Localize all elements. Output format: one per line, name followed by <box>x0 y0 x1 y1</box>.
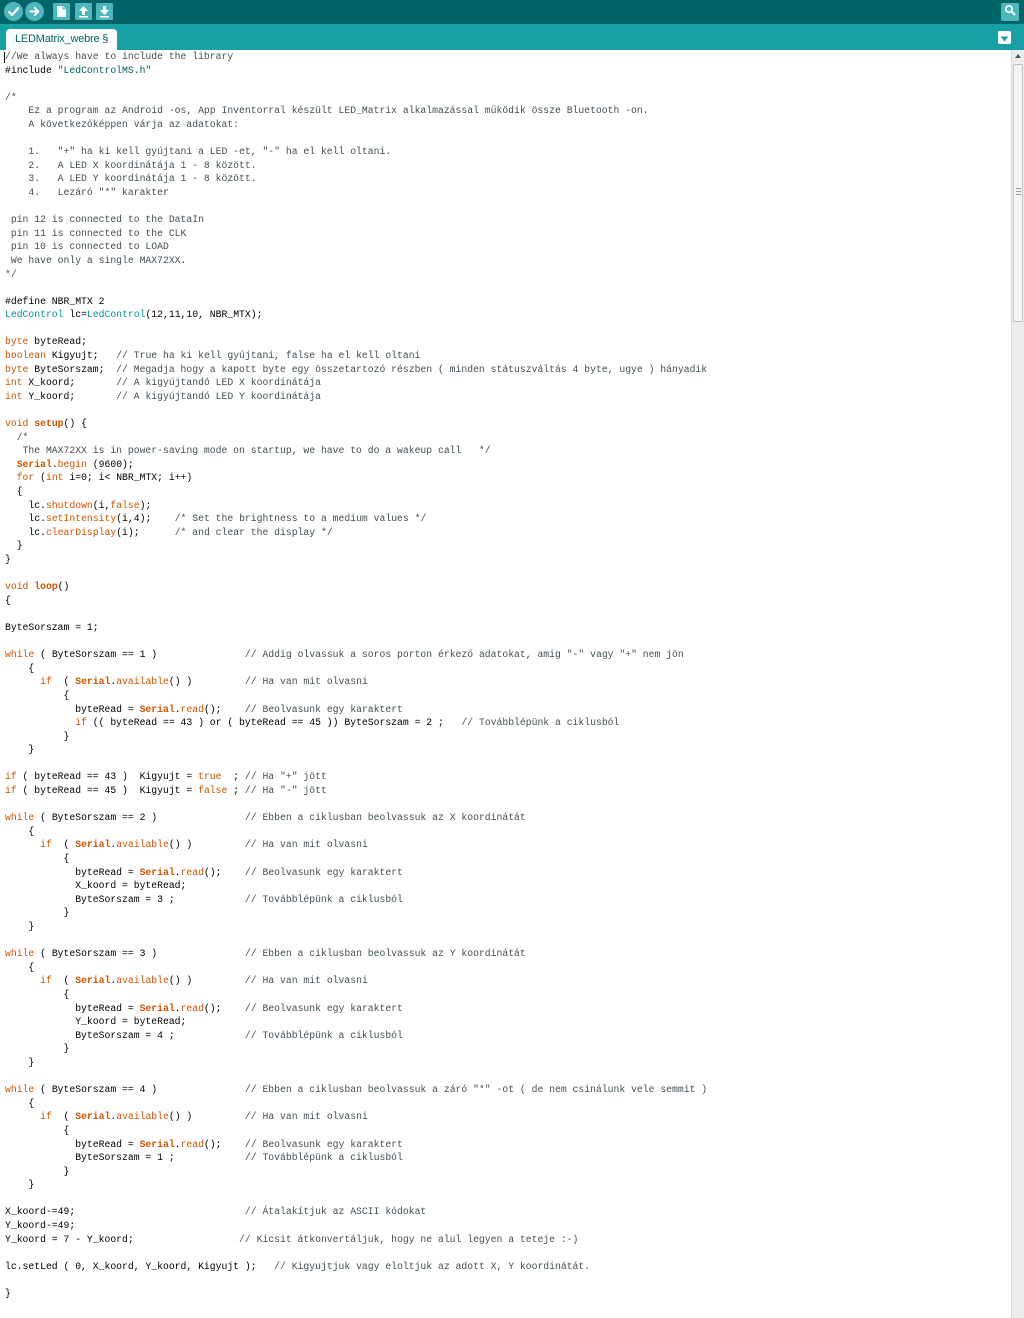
code-line: */ <box>5 268 17 280</box>
code-line: /* <box>16 431 29 443</box>
code-line: pin 11 is connected to the CLK <box>5 227 187 239</box>
code-line: Y_koord-=49; <box>5 1220 76 1232</box>
code-line: { <box>5 853 70 865</box>
code-line: void setup() { <box>5 418 87 430</box>
code-line: boolean Kigyujt; // True ha ki kell gyújtani, false ha el kell oltani <box>5 350 421 362</box>
code-line: while ( ByteSorszam == 2 ) // Ebben a ciklusban beolvassuk az X koordinátát <box>5 812 526 824</box>
code-line <box>5 322 707 336</box>
code-line: int X_koord; // A kigyújtandó LED X koordinátája <box>5 377 321 389</box>
code-line: lc.setLed ( 0, X_koord, Y_koord, Kigyujt ); // Kigyujtjuk vagy eloltjuk az adott X, Y koordinátát. <box>5 1260 591 1272</box>
code-line: } <box>5 730 70 742</box>
new-sketch-button[interactable] <box>53 3 70 20</box>
tab-menu-button[interactable] <box>998 31 1011 44</box>
code-line: //We always have to include the library <box>5 51 234 62</box>
triangle-down-icon <box>1000 29 1009 47</box>
code-line: 1. "+" ha ki kell gyújtani a LED -et, "-" ha el kell oltani. <box>5 146 392 158</box>
code-line: LedControl lc=LedControl(12,11,10, NBR_MTX); <box>5 309 263 321</box>
code-line: A következőképpen várja az adatokat: <box>5 118 240 130</box>
verify-button[interactable] <box>4 2 23 21</box>
code-line: The MAX72XX is in power-saving mode on startup, we have to do a wakeup call */ <box>5 445 491 457</box>
upload-button[interactable] <box>25 2 44 21</box>
code-text <box>5 50 707 1301</box>
grip-line <box>1016 188 1021 189</box>
code-line: Y_koord = 7 - Y_koord; // Kicsit átkonvertáljuk, hogy ne alul legyen a teteje :-) <box>5 1233 579 1245</box>
code-line: } <box>5 744 35 756</box>
code-line: lc.setIntensity(i,4); /* Set the brightness to a medium values */ <box>5 513 427 525</box>
code-line: Y_koord = byteRead; <box>5 1016 187 1028</box>
code-line: int Y_koord; // A kigyújtandó LED Y koordinátája <box>5 390 321 402</box>
code-line: } <box>5 1056 35 1068</box>
open-button[interactable] <box>75 3 92 20</box>
toolbar <box>0 0 1024 24</box>
code-line: { <box>5 662 35 674</box>
code-line <box>5 77 707 91</box>
code-line: { <box>5 689 70 701</box>
code-line: { <box>5 486 23 497</box>
save-button[interactable] <box>96 3 113 20</box>
code-line: { <box>5 594 11 606</box>
code-line <box>5 1273 707 1287</box>
code-line <box>5 607 707 621</box>
code-line: } <box>5 1288 11 1300</box>
code-line <box>5 403 707 417</box>
code-line: X_koord-=49; // Átalakítjuk az ASCII kódokat <box>5 1206 427 1218</box>
code-line <box>5 1192 707 1206</box>
code-line: Serial.begin (9600); <box>16 458 134 470</box>
code-line: byteRead = Serial.read(); // Beolvasunk egy karaktert <box>5 703 403 715</box>
code-line: #include "LedControlMS.h" <box>5 64 152 76</box>
code-line: byteRead = Serial.read(); // Beolvasunk egy karaktert <box>5 1002 403 1014</box>
open-arrow-up-icon <box>78 5 89 18</box>
code-line: while ( ByteSorszam == 3 ) // Ebben a ciklusban beolvassuk az Y koordinátát <box>5 948 526 960</box>
code-line: byteRead = Serial.read(); // Beolvasunk egy karaktert <box>5 866 403 878</box>
code-line: X_koord = byteRead; <box>5 880 187 892</box>
code-line: ByteSorszam = 3 ; // Továbblépünk a ciklusból <box>5 893 403 905</box>
code-line: while ( ByteSorszam == 4 ) // Ebben a ciklusban beolvassuk a záró "*" -ot ( de nem csinálunk vele semmit ) <box>5 1084 708 1096</box>
code-line <box>5 635 707 649</box>
serial-monitor-button[interactable] <box>1001 3 1019 21</box>
code-line <box>5 132 707 146</box>
code-line: pin 10 is connected to LOAD <box>5 241 169 253</box>
scrollbar-thumb[interactable] <box>1013 64 1023 322</box>
code-line: { <box>5 825 35 837</box>
tab-strip <box>0 24 1024 50</box>
code-line <box>5 934 707 948</box>
code-line: Ez a program az Android -os, App Inventorral készült LED_Matrix alkalmazással működik össze Bluetooth -on. <box>5 105 649 117</box>
code-line: } <box>5 553 11 565</box>
code-line: if ( Serial.available() ) // Ha van mit olvasni <box>40 975 368 987</box>
vertical-scrollbar[interactable] <box>1011 50 1024 1318</box>
code-line: void loop() <box>5 581 70 593</box>
code-line: if ( Serial.available() ) // Ha van mit olvasni <box>40 676 368 688</box>
code-line: byte byteRead; <box>5 336 87 348</box>
code-line: 2. A LED X koordinátája 1 - 8 között. <box>5 159 257 171</box>
code-line: } <box>5 540 23 552</box>
code-line: lc.clearDisplay(i); /* and clear the display */ <box>5 526 333 538</box>
code-line: if ( byteRead == 43 ) Kigyujt = true ; // Ha "+" jött <box>5 771 327 783</box>
code-line <box>5 1246 707 1260</box>
grip-line <box>1016 194 1021 195</box>
code-line: pin 12 is connected to the DataIn <box>5 214 204 226</box>
code-line: } <box>5 1043 70 1055</box>
code-line: for (int i=0; i< NBR_MTX; i++) <box>16 472 193 484</box>
code-editor[interactable] <box>0 50 1011 1318</box>
code-line: } <box>5 1179 35 1191</box>
code-line: byte ByteSorszam; // Megadja hogy a kapott byte egy összetartozó részben ( minden státuszváltás 4 byte, ugye ) hányadik <box>5 363 708 375</box>
code-line: lc.shutdown(i,false); <box>5 499 152 511</box>
code-line: ByteSorszam = 1; <box>5 621 99 633</box>
scroll-up-arrow-icon[interactable] <box>1015 54 1021 58</box>
save-arrow-down-icon <box>99 5 110 18</box>
code-line <box>5 798 707 812</box>
code-line <box>5 200 707 214</box>
code-line: if (( byteRead == 43 ) or ( byteRead == 45 )) ByteSorszam = 2 ; // Továbblépünk a ciklusból <box>75 717 620 729</box>
code-line: { <box>5 988 70 1000</box>
code-line: 3. A LED Y koordinátája 1 - 8 között. <box>5 173 257 185</box>
code-line <box>5 1070 707 1084</box>
code-line: byteRead = Serial.read(); // Beolvasunk egy karaktert <box>5 1138 403 1150</box>
code-line: ByteSorszam = 1 ; // Továbblépünk a ciklusból <box>5 1152 403 1164</box>
tab-sketch[interactable]: LEDMatrix_webre § <box>6 29 117 50</box>
code-line: #define NBR_MTX 2 <box>5 295 105 307</box>
code-line <box>5 281 707 295</box>
grip-line <box>1016 191 1021 192</box>
code-line: { <box>5 1124 70 1136</box>
code-line: 4. Lezáró "*" karakter <box>5 186 169 198</box>
magnifier-icon <box>1004 3 1016 21</box>
arrow-right-icon <box>28 5 41 18</box>
code-line: ByteSorszam = 4 ; // Továbblépünk a ciklusból <box>5 1029 403 1041</box>
code-line <box>5 757 707 771</box>
code-line: while ( ByteSorszam == 1 ) // Addig olvassuk a soros porton érkező adatokat, amig "-" vagy "+" nem jön <box>5 649 684 661</box>
check-icon <box>7 5 20 18</box>
code-line: We have only a single MAX72XX. <box>5 254 187 266</box>
code-line: if ( Serial.available() ) // Ha van mit olvasni <box>40 1111 368 1123</box>
code-line: if ( Serial.available() ) // Ha van mit olvasni <box>40 839 368 851</box>
code-line: /* <box>5 91 17 103</box>
code-line: } <box>5 921 35 932</box>
code-line <box>5 567 707 581</box>
code-line: } <box>5 907 70 919</box>
code-line: { <box>5 1097 35 1109</box>
new-file-icon <box>56 5 67 18</box>
code-line: if ( byteRead == 45 ) Kigyujt = false ; // Ha "-" jött <box>5 785 327 797</box>
code-line: { <box>5 961 35 973</box>
code-line: } <box>5 1165 70 1177</box>
